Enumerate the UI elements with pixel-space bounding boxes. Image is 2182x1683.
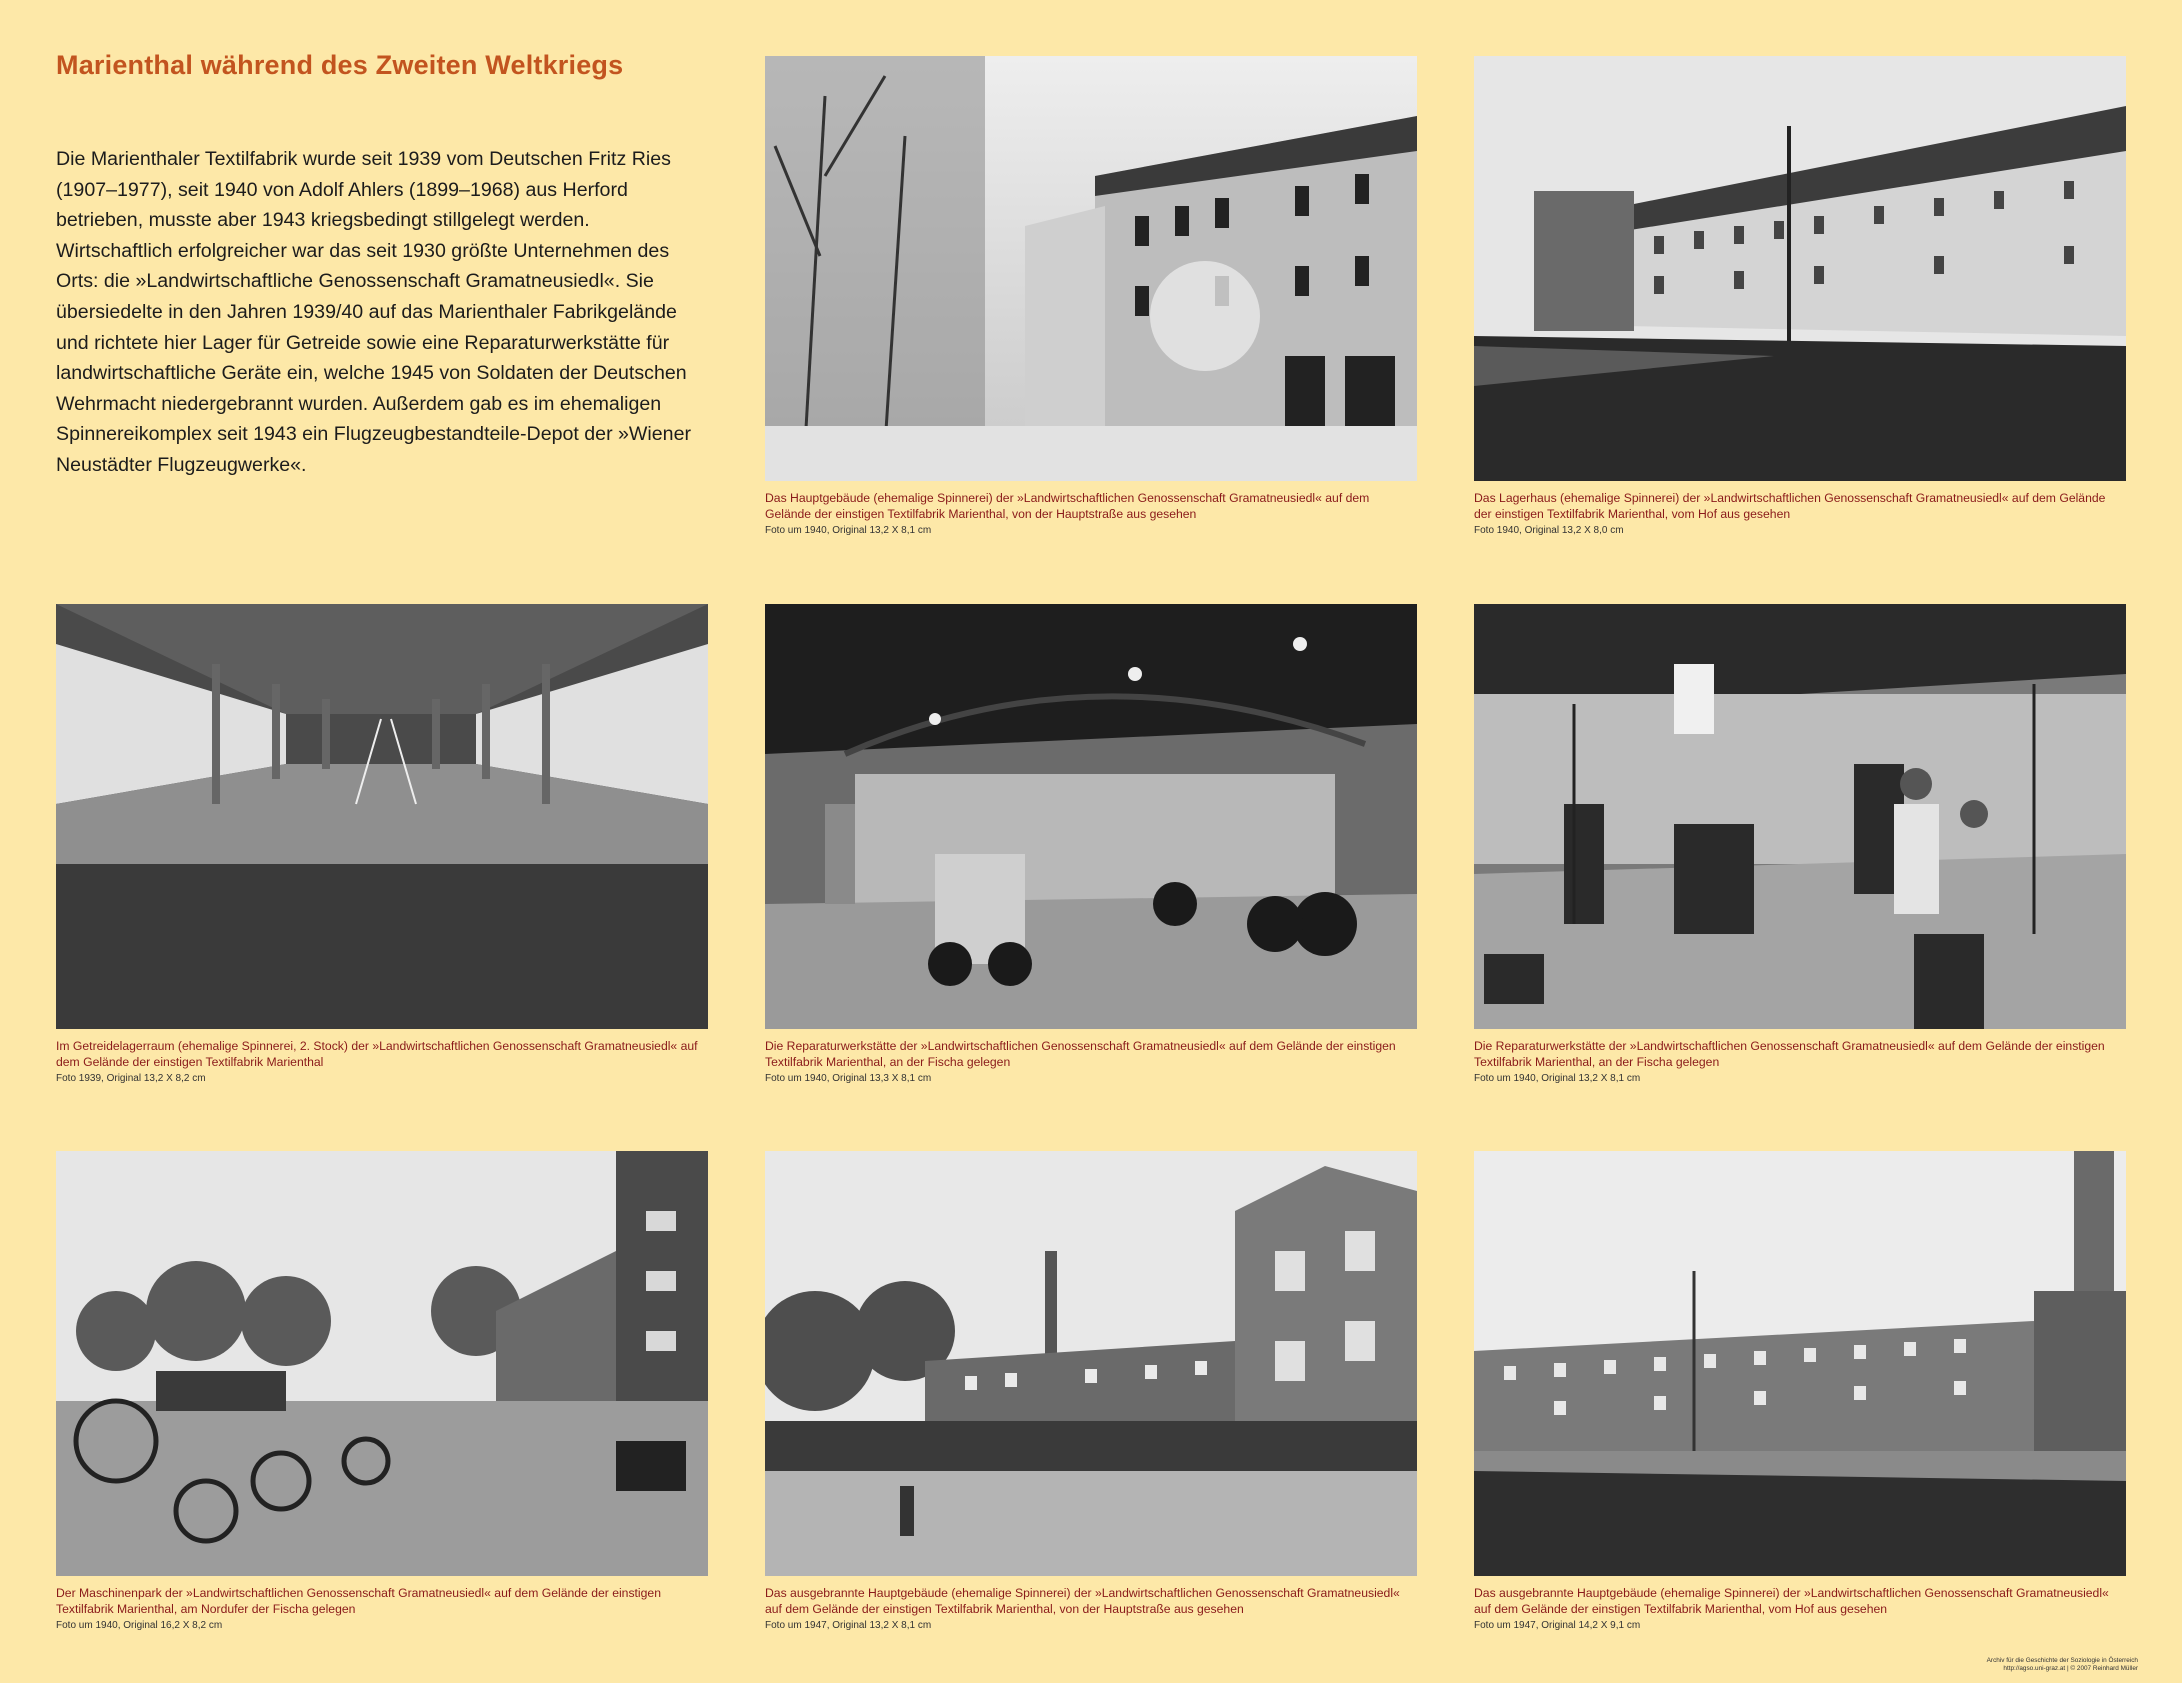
photo-meta-8: Foto um 1947, Original 14,2 X 9,1 cm [1474, 1620, 1641, 1631]
page-title: Marienthal während des Zweiten Weltkriegs [56, 50, 624, 80]
photo-repair-workshop-1 [765, 604, 1417, 1029]
photo-figure-3 [56, 604, 708, 1085]
photo-machine-park [56, 1151, 708, 1576]
photo-caption-8: Das ausgebrannte Hauptgebäude (ehemalige Spinnerei) der »Landwirtschaftlichen Genossenschaft Gramatneusiedl« auf dem Gelände der einstigen Textilfabrik Marienthal, vom Hof aus gesehen [1474, 1586, 2109, 1616]
photo-figure-2 [1474, 56, 2126, 537]
photo-figure-8 [1474, 1151, 2126, 1632]
photo-figure-5 [1474, 604, 2126, 1085]
photo-figure-6 [56, 1151, 708, 1632]
photo-caption-5: Die Reparaturwerkstätte der »Landwirtschaftlichen Genossenschaft Gramatneusiedl« auf dem Gelände der einstigen Textilfabrik Marienthal, an der Fischa gelegen [1474, 1039, 2105, 1069]
photo-meta-5: Foto um 1940, Original 13,2 X 8,1 cm [1474, 1073, 1641, 1084]
photo-warehouse-yard [1474, 56, 2126, 481]
photo-meta-1: Foto um 1940, Original 13,2 X 8,1 cm [765, 525, 932, 536]
photo-meta-7: Foto um 1947, Original 13,2 X 8,1 cm [765, 1620, 932, 1631]
photo-caption-6: Der Maschinenpark der »Landwirtschaftlichen Genossenschaft Gramatneusiedl« auf dem Gelände der einstigen Textilfabrik Marienthal, am Nordufer der Fischa gelegen [56, 1586, 661, 1616]
photo-grain-storage [56, 604, 708, 1029]
photo-figure-7 [765, 1151, 1417, 1632]
photo-caption-1: Das Hauptgebäude (ehemalige Spinnerei) der »Landwirtschaftlichen Genossenschaft Gramatneusiedl« auf dem Gelände der einstigen Textilfabrik Marienthal, von der Hauptstraße aus gesehen [765, 491, 1370, 521]
photo-meta-6: Foto um 1940, Original 16,2 X 8,2 cm [56, 1620, 223, 1631]
photo-repair-workshop-2 [1474, 604, 2126, 1029]
photo-burned-building-street [765, 1151, 1417, 1576]
photo-caption-7: Das ausgebrannte Hauptgebäude (ehemalige Spinnerei) der »Landwirtschaftlichen Genossenschaft Gramatneusiedl« auf dem Gelände der einstigen Textilfabrik Marienthal, von der Hauptstraße aus gesehen [765, 1586, 1400, 1616]
credit-url-copyright: http://agso.uni-graz.at | © 2007 Reinhard Müller [2003, 1665, 2138, 1672]
photo-caption-3: Im Getreidelagerraum (ehemalige Spinnerei, 2. Stock) der »Landwirtschaftlichen Genossenschaft Gramatneusiedl« auf dem Gelände der einstigen Textilfabrik Marienthal [56, 1039, 698, 1069]
photo-figure-4 [765, 604, 1417, 1085]
photo-meta-3: Foto 1939, Original 13,2 X 8,2 cm [56, 1073, 206, 1084]
photo-meta-2: Foto 1940, Original 13,2 X 8,0 cm [1474, 525, 1624, 536]
photo-figure-1 [765, 56, 1417, 537]
archive-credit [1987, 1657, 2138, 1673]
photo-burned-building-yard [1474, 1151, 2126, 1576]
photo-caption-4: Die Reparaturwerkstätte der »Landwirtschaftlichen Genossenschaft Gramatneusiedl« auf dem Gelände der einstigen Textilfabrik Marienthal, an der Fischa gelegen [765, 1039, 1396, 1069]
photo-main-building-street [765, 56, 1417, 481]
photo-caption-2: Das Lagerhaus (ehemalige Spinnerei) der »Landwirtschaftlichen Genossenschaft Gramatneusiedl« auf dem Gelände der einstigen Textilfabrik Marienthal, vom Hof aus gesehen [1474, 491, 2106, 521]
intro-text: Die Marienthaler Textilfabrik wurde seit 1939 vom Deutschen Fritz Ries (1907–1977), seit 1940 von Adolf Ahlers (1899–1968) aus Herford betrieben, musste aber 1943 kriegsbedingt stillgelegt werden. Wirtschaftlich erfolgreicher war das seit 1930 größte Unternehmen des Orts: die »Landwirtschaftliche Genossenschaft Gramatneusiedl«. Sie übersiedelte in den Jahren 1939/40 auf das Marienthaler Fabrikgelände und richtete hier Lager für Getreide sowie eine Reparaturwerkstätte für landwirtschaftliche Geräte ein, welche 1945 von Soldaten der Deutschen Wehrmacht niedergebrannt wurden. Außerdem gab es im ehemaligen Spinnereikomplex seit 1943 ein Flugzeugbestandteile-Depot der »Wiener Neustädter Flugzeugwerke«. [56, 148, 691, 476]
credit-archive-name: Archiv für die Geschichte der Soziologie in Österreich [1986, 1657, 2138, 1664]
photo-meta-4: Foto um 1940, Original 13,3 X 8,1 cm [765, 1073, 932, 1084]
